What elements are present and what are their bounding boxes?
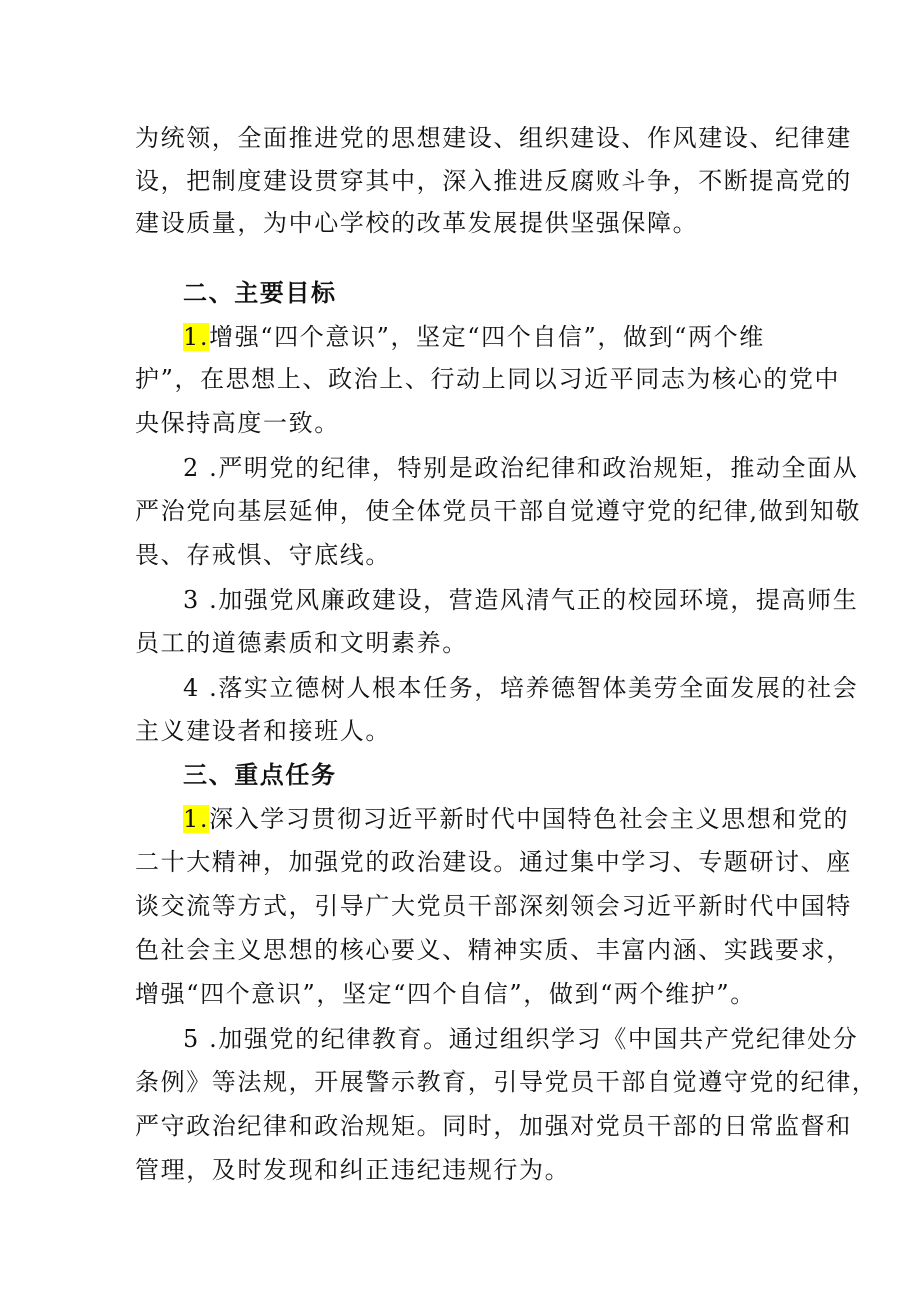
item-first-line: 深入学习贯彻习近平新时代中国特色社会主义思想和党的 (209, 805, 850, 833)
section-heading-main-goals: 二、主要目标 (183, 279, 337, 307)
text-line (183, 673, 858, 703)
item-first-line: 严明党的纪律，特别是政治纪律和政治规矩，推动全面从 (218, 454, 859, 482)
text-line: 管理，及时发现和纠正违纪违规行为。 (135, 1156, 571, 1184)
text-line: 谈交流等方式，引导广大党员干部深刻领会习近平新时代中国特 (135, 892, 852, 920)
item-number: 4 . (183, 674, 219, 702)
text-line: 主义建设者和接班人。 (135, 717, 391, 745)
text-line: 增强“四个意识”，坚定“四个自信”，做到“两个维护”。 (135, 980, 756, 1008)
text-line: 色社会主义思想的核心要义、精神实质、丰富内涵、实践要求， (135, 936, 852, 964)
item-number: 2 . (183, 454, 219, 482)
text-line: 条例》等法规，开展警示教育，引导党员干部自觉遵守党的纪律， (135, 1068, 878, 1096)
text-line: 严治党向基层延伸，使全体党员干部自觉遵守党的纪律,做到知敬 (135, 497, 862, 525)
text-line (183, 453, 858, 483)
text-line: 二十大精神，加强党的政治建设。通过集中学习、专题研讨、座 (135, 848, 852, 876)
text-line: 护”，在思想上、政治上、行动上同以习近平同志为核心的党中 (135, 365, 841, 393)
text-line: 员工的道德素质和文明素养。 (135, 629, 468, 657)
text-line: 设，把制度建设贯穿其中，深入推进反腐败斗争，不断提高党的 (135, 167, 852, 195)
text-line (183, 804, 849, 834)
item-number: 1. (183, 323, 210, 351)
text-line: 建设质量，为中心学校的改革发展提供坚强保障。 (135, 209, 699, 237)
text-line: 为统领，全面推进党的思想建设、组织建设、作风建设、纪律建 (135, 124, 852, 152)
text-line: 央保持高度一致。 (135, 409, 340, 437)
item-number: 1. (183, 805, 210, 833)
item-first-line: 加强党风廉政建设，营造风清气正的校园环境，提高师生 (218, 586, 859, 614)
item-first-line: 落实立德树人根本任务，培养德智体美劳全面发展的社会 (218, 674, 859, 702)
item-first-line: 加强党的纪律教育。通过组织学习《中国共产党纪律处分 (218, 1025, 859, 1053)
item-number: 3 . (183, 586, 219, 614)
item-number: 5 . (183, 1025, 219, 1053)
text-line: 严守政治纪律和政治规矩。同时，加强对党员干部的日常监督和 (135, 1112, 852, 1140)
text-line (183, 1024, 858, 1054)
text-line: 畏、存戒惧、守底线。 (135, 541, 391, 569)
item-first-line: 增强“四个意识”，坚定“四个自信”，做到“两个维 (209, 323, 765, 351)
text-line (183, 322, 765, 352)
section-heading-key-tasks: 三、重点任务 (183, 761, 337, 789)
text-line (183, 585, 858, 615)
